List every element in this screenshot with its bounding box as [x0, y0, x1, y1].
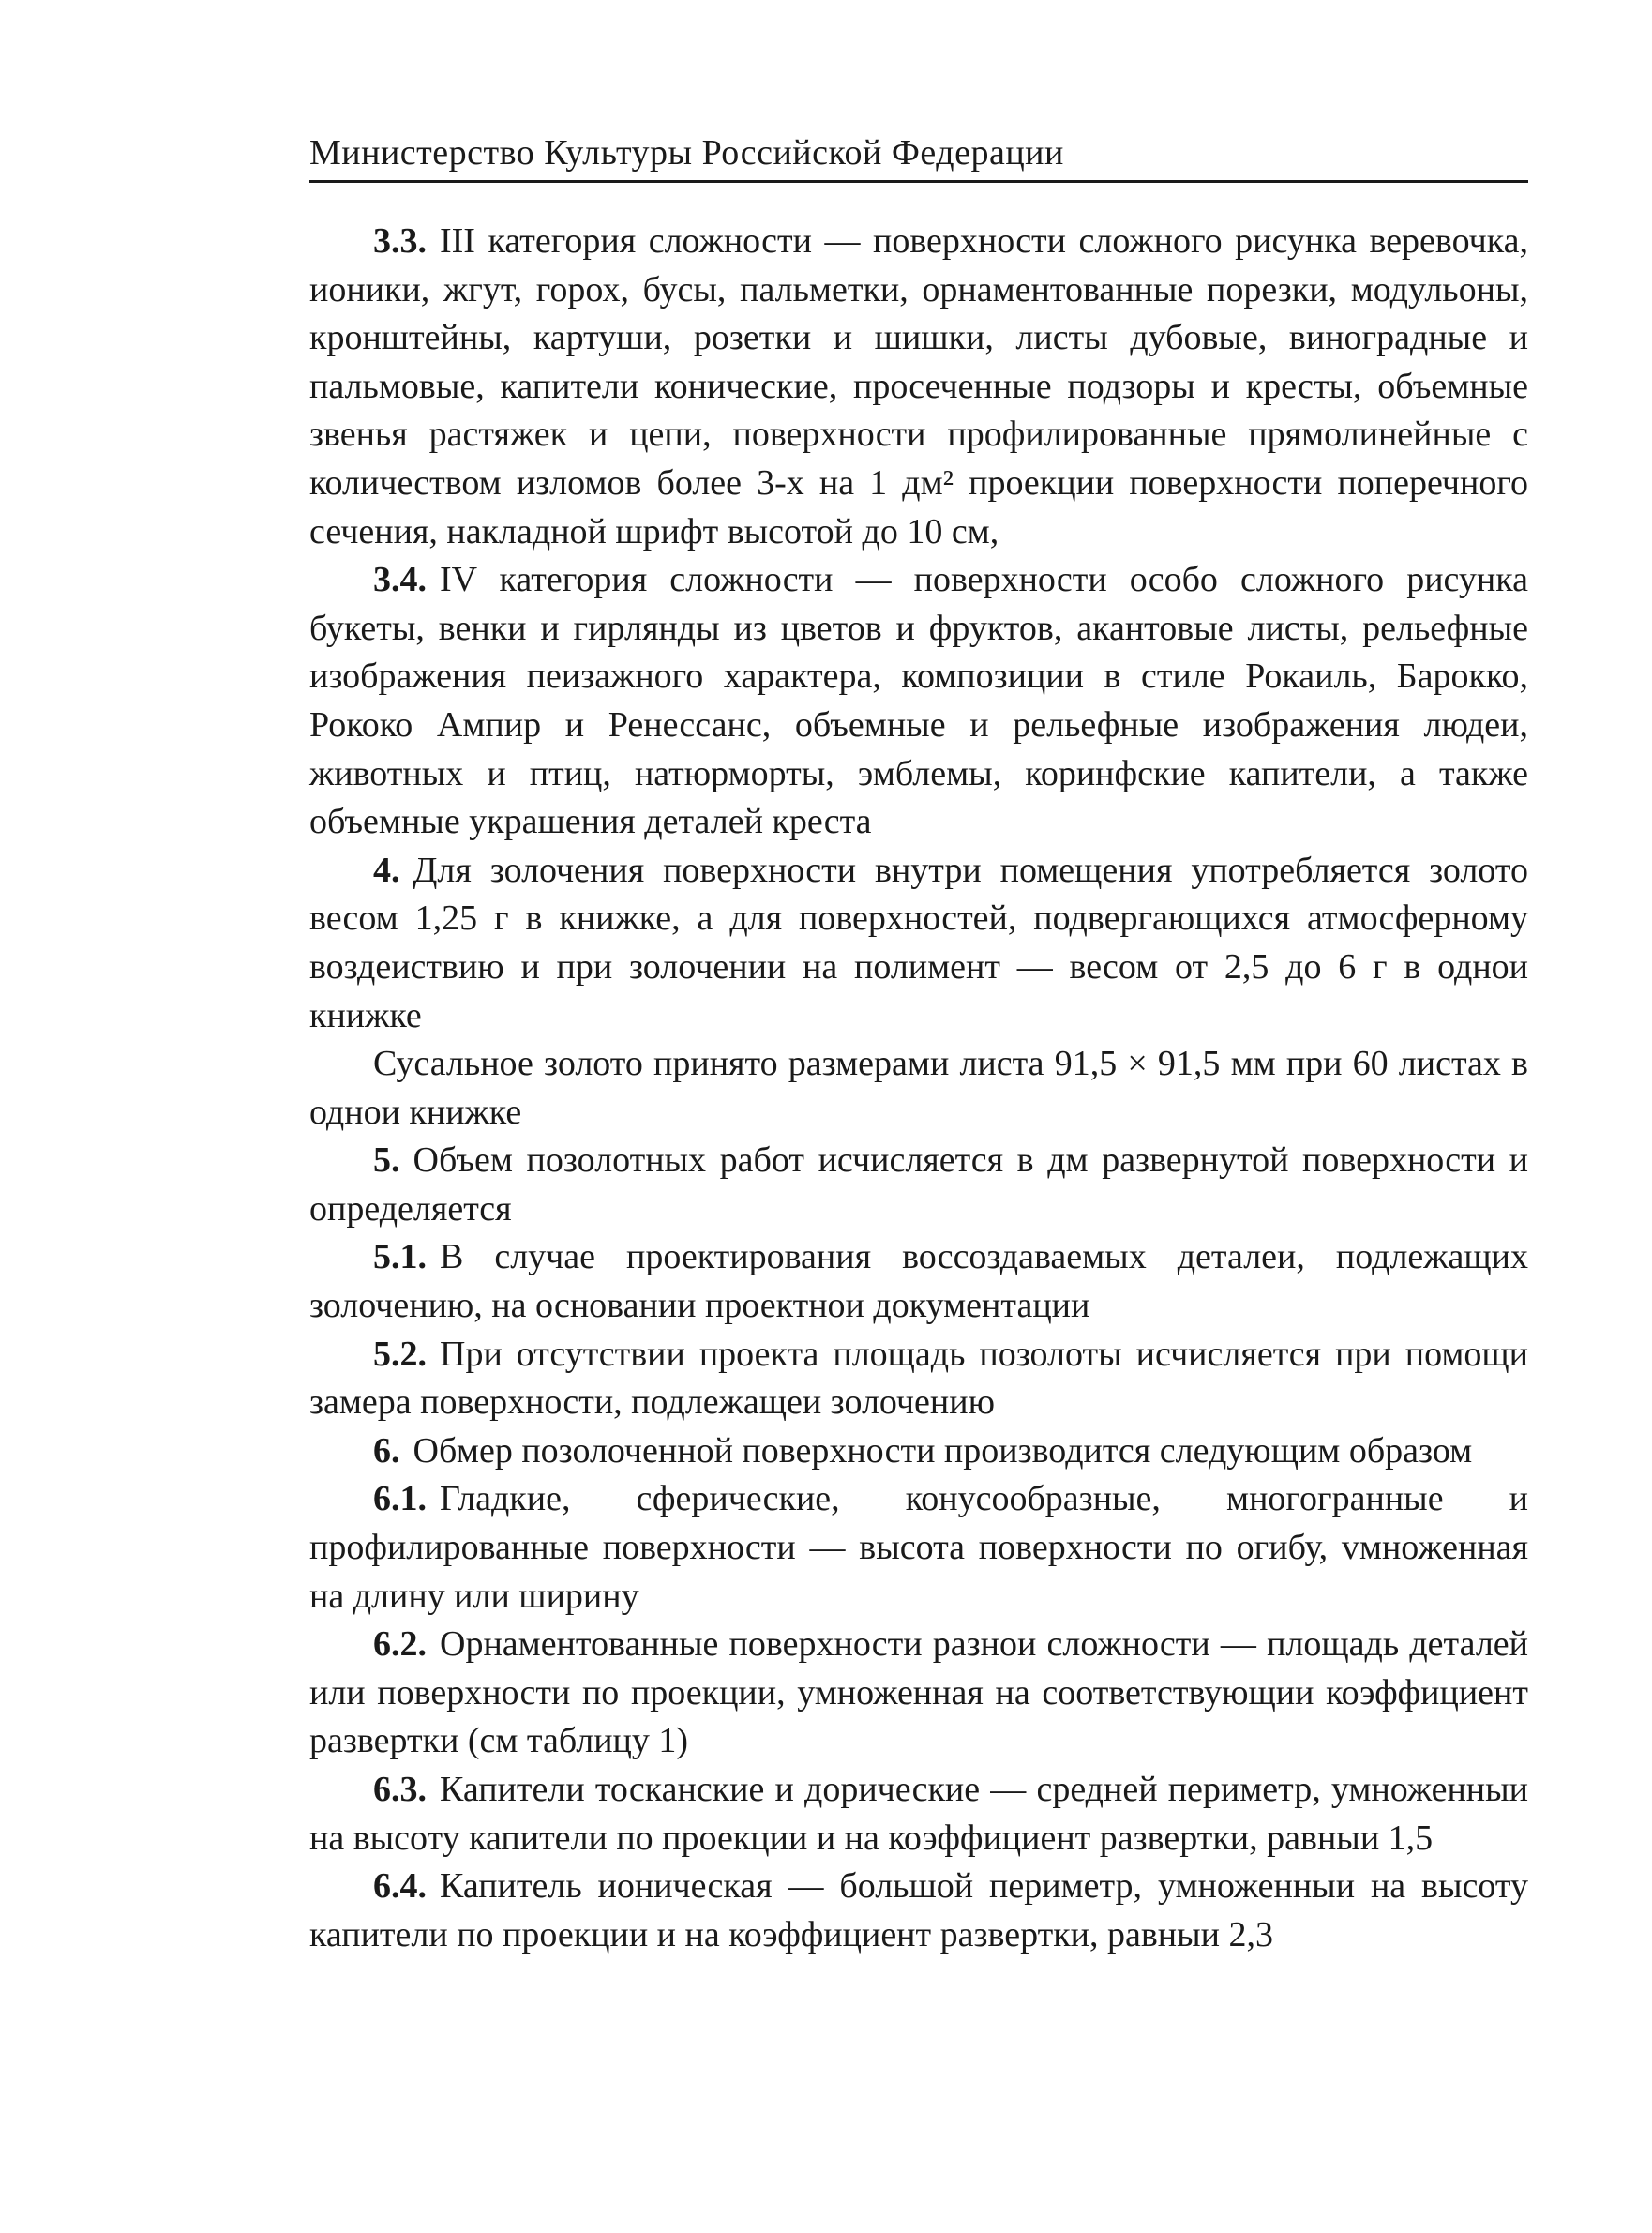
paragraph-6-3 — [309, 1766, 1528, 1863]
paragraph-text: Капители тосканские и дорические — средней периметр, умноженныи на высоту капители по проекции и на коэффициент развертки, равныи 1,5 — [309, 1770, 1528, 1858]
paragraph-text: IV категория сложности — поверхности особо сложного рисунка букеты, венки и гирлянды из цветов и фруктов, акантовые листы, рельефные изображения пеизажного характера, композиции в стиле Рокаиль, Барокко, Рококо Ампир и Ренессанс, объемные и рельефные изображения людеи, животных и птиц, натюрморты, эмблемы, коринфские капители, а также объемные украшения деталей креста — [309, 560, 1528, 842]
paragraph-3-4 — [309, 556, 1528, 847]
paragraph-text: Капитель ионическая — большой периметр, умноженныи на высоту капители по проекции и на коэффициент развертки, равныи 2,3 — [309, 1866, 1528, 1954]
document-body — [309, 218, 1528, 1959]
paragraph-text: Для золочения поверхности внутри помещения употребляется золото весом 1,25 г в книжке, а для поверхностей, подвергающихся атмосферному воздеиствию и при золочении на полимент — весом от 2,5 до 6 г в однои книжке — [309, 850, 1528, 1035]
paragraph-gold-leaf — [309, 1040, 1528, 1137]
paragraph-number: 3.3. — [373, 221, 427, 261]
paragraph-number: 5.2. — [373, 1334, 427, 1374]
paragraph-4 — [309, 847, 1528, 1040]
paragraph-text: Гладкие, сферические, конусообразные, многогранные и профилированные поверхности — высота поверхности по огибу, vмноженная на длину или ширину — [309, 1479, 1528, 1616]
paragraph-6-1 — [309, 1475, 1528, 1621]
paragraph-6-2 — [309, 1621, 1528, 1766]
paragraph-text: Сусальное золото принято размерами листа 91,5 × 91,5 мм при 60 листах в однои книжке — [309, 1044, 1528, 1132]
paragraph-number: 6.3. — [373, 1770, 427, 1809]
paragraph-6 — [309, 1427, 1528, 1476]
paragraph-text: Орнаментованные поверхности разнои сложности — площадь деталей или поверхности по проекции, умноженная на соответствующии коэффициент развертки (см таблицу 1) — [309, 1624, 1528, 1761]
paragraph-text: Обмер позолоченной поверхности производится следующим образом — [413, 1430, 1473, 1471]
paragraph-number: 6. — [373, 1430, 400, 1471]
paragraph-5-1 — [309, 1233, 1528, 1330]
paragraph-number: 6.4. — [373, 1866, 427, 1907]
page-header: Министерство Культуры Российской Федерации — [309, 133, 1064, 173]
paragraph-number: 5.1. — [373, 1237, 427, 1277]
paragraph-3-3 — [309, 218, 1528, 556]
paragraph-text: В случае проектирования воссоздаваемых деталеи, подлежащих золочению, на основании проектнои документации — [309, 1237, 1528, 1326]
paragraph-number: 6.1. — [373, 1479, 427, 1519]
paragraph-number: 3.4. — [373, 560, 427, 600]
paragraph-6-4 — [309, 1863, 1528, 1959]
paragraph-text: III категория сложности — поверхности сложного рисунка веревочка, ионики, жгут, горох, бусы, пальметки, орнаментованные порезки, модульоны, кронштейны, картуши, розетки и шишки, листы дубовые, виноградные и пальмовые, капители конические, просеченные подзоры и кресты, объемные звенья растяжек и цепи, поверхности профилированные прямолинейные с количеством изломов более 3-х на 1 дм² проекции поверхности поперечного сечения, накладной шрифт высотой до 10 см, — [309, 221, 1528, 551]
header-divider — [309, 180, 1528, 183]
paragraph-text: Объем позолотных работ исчисляется в дм развернутой поверхности и определяется — [309, 1140, 1528, 1229]
paragraph-number: 5. — [373, 1140, 400, 1181]
paragraph-5-2 — [309, 1331, 1528, 1427]
paragraph-5 — [309, 1137, 1528, 1233]
paragraph-text: При отсутствии проекта площадь позолоты исчисляется при помощи замера поверхности, подлежащеи золочению — [309, 1334, 1528, 1423]
paragraph-number: 6.2. — [373, 1624, 427, 1665]
paragraph-number: 4. — [373, 850, 400, 890]
